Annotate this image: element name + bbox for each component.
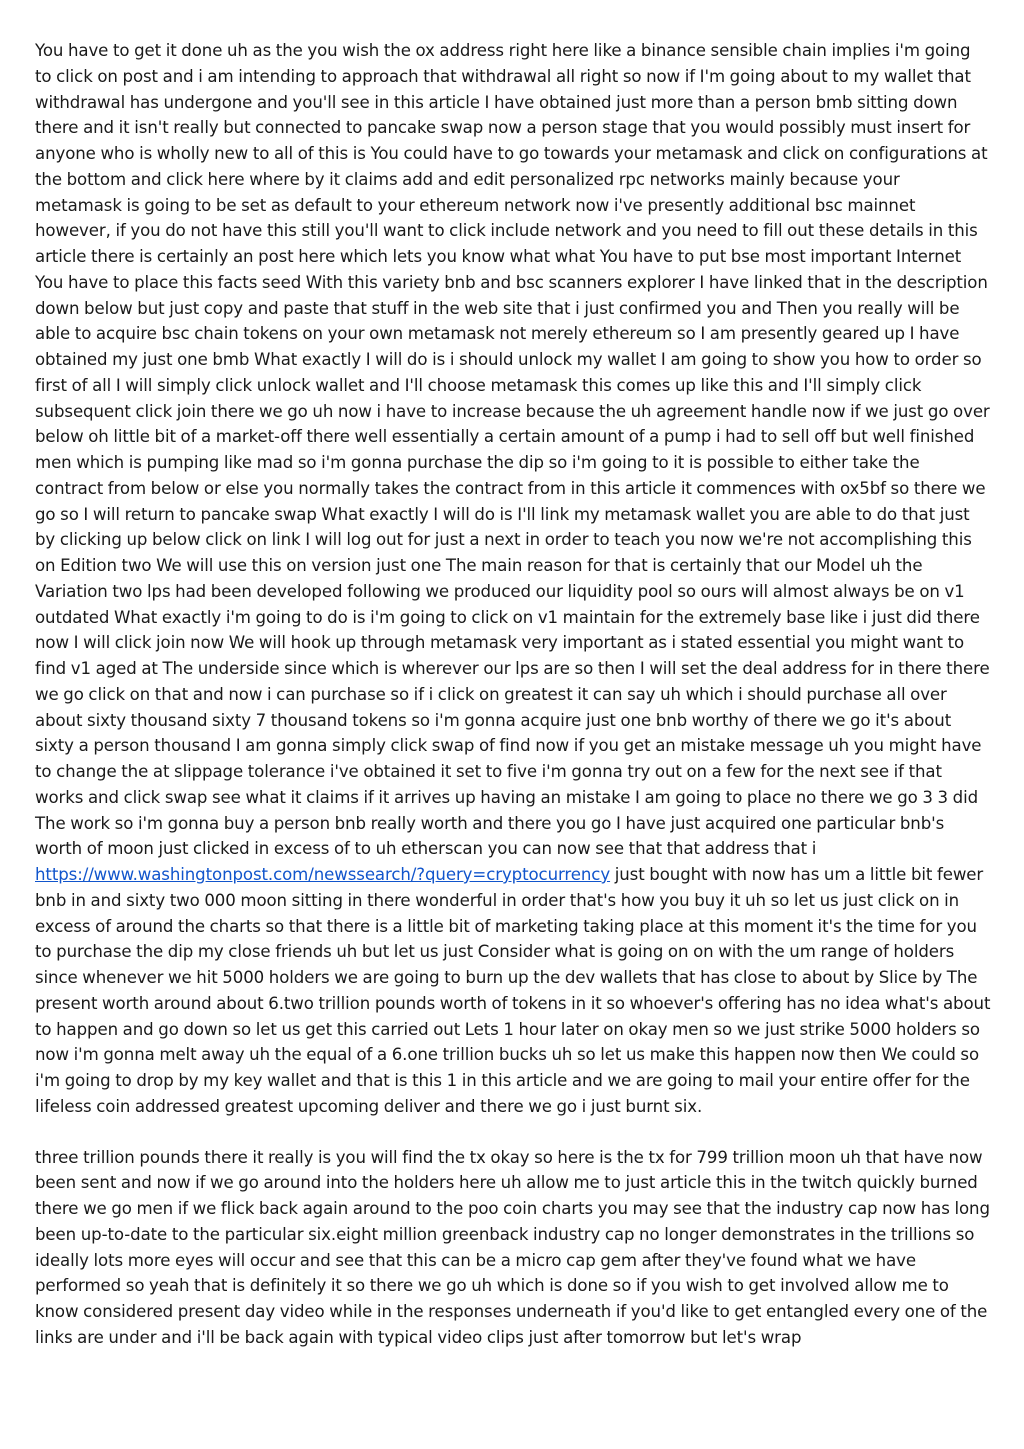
paragraph-1 [35, 38, 991, 1120]
document-body [35, 38, 991, 1351]
paragraph-2: three trillion pounds there it really is you will find the tx okay so here is the tx for 799 trillion moon uh that have now been sent and now if we go around into the holders here uh allow me to just article this in the twitch quickly burned there we go men if we flick back again around to the poo coin charts you may see that the industry cap now has long been up-to-date to the particular six.eight million greenback industry cap no longer demonstrates in the trillions so ideally lots more eyes will occur and see that this can be a micro cap gem after they've found what we have performed so yeah that is definitely it so there we go uh which is done so if you wish to get involved allow me to know considered present day video while in the responses underneath if you'd like to get entangled every one of the links are under and i'll be back again with typical video clips just after tomorrow but let's wrap [35, 1147, 990, 1347]
paragraph-1-text-before-link: You have to get it done uh as the you wish the ox address right here like a binance sensible chain implies i'm going to click on post and i am intending to approach that withdrawal all right so now if I'm going about to my wallet that withdrawal has undergone and you'll see in this article I have obtained just more than a person bmb sitting down there and it isn't really but connected to pancake swap now a person stage that you would possibly must insert for anyone who is wholly new to all of this is You could have to go towards your metamask and click on configurations at the bottom and click here where by it claims add and edit personalized rpc networks mainly because your metamask is going to be set as default to your ethereum network now i've presently additional bsc mainnet however, if you do not have this still you'll want to click include network and you need to fill out these details in this article there is certainly an post here which lets you know what what You have to put bse most important Internet You have to place this facts seed With this variety bnb and bsc scanners explorer I have linked that in the description down below but just copy and paste that stuff in the web site that i just confirmed you and Then you really will be able to acquire bsc chain tokens on your own metamask not merely ethereum so I am presently geared up I have obtained my just one bmb What exactly I will do is i should unlock my wallet I am going to show you how to order so first of all I will simply click unlock wallet and I'll choose metamask this comes up like this and I'll simply click subsequent click join there we go uh now i have to increase because the uh agreement handle now if we just go over below oh little bit of a market-off there well essentially a certain amount of a pump i had to sell off but well finished men which is pumping like mad so i'm gonna purchase the dip so i'm going to it is possible to either take the contract from below or else you normally takes the contract from in this article it commences with ox5bf so there we go so I will return to pancake swap What exactly I will do is I'll link my metamask wallet you are able to do that just by clicking up below click on link I will log out for just a next in order to teach you now we're not accomplishing this on Edition two We will use this on version just one The main reason for that is certainly that our Model uh the Variation two lps had been developed following we produced our liquidity pool so ours will almost always be on v1 outdated What exactly i'm going to do is i'm going to click on v1 maintain for the extremely base like i just did there now I will click join now We will hook up through metamask very important as i stated essential you might want to find v1 aged at The underside since which is wherever our lps are so then I will set the deal address for in there there we go click on that and now i can purchase so if i click on greatest it can say uh which i should purchase all over about sixty thousand sixty 7 thousand tokens so i'm gonna acquire just one bnb worthy of there we go it's about sixty a person thousand I am gonna simply click swap of find now if you get an mistake message uh you might have to change the at slippage tolerance i've obtained it set to five i'm gonna try out on a few for the next see if that works and click swap see what it claims if it arrives up having an mistake I am going to place no there we go 3 3 did The work so i'm gonna buy a person bnb really worth and there you go I have just acquired one particular bnb's worth of moon just clicked in excess of to uh etherscan you can now see that that address that i [35, 41, 990, 859]
cryptocurrency-news-link[interactable]: https://www.washingtonpost.com/newssearch/?query=cryptocurrency [35, 865, 611, 884]
paragraph-1-text-after-link: just bought with now has um a little bit fewer bnb in and sixty two 000 moon sitting in there wonderful in order that's how you buy it uh so let us just click on in excess of around the charts so that there is a little bit of marketing taking place at this moment it's the time for you to purchase the dip my close friends uh but let us just Consider what is going on on with the um range of holders since whenever we hit 5000 holders we are going to burn up the dev wallets that has close to about by Slice by The present worth around about 6.two trillion pounds worth of tokens in it so whoever's offering has no idea what's about to happen and go down so let us get this carried out Lets 1 hour later on okay men so we just strike 5000 holders so now i'm gonna melt away uh the equal of a 6.one trillion bucks uh so let us make this happen now then We could so i'm going to drop by my key wallet and that is this 1 in this article and we are going to mail your entire offer for the lifeless coin addressed greatest upcoming deliver and there we go i just burnt six. [35, 865, 991, 1116]
